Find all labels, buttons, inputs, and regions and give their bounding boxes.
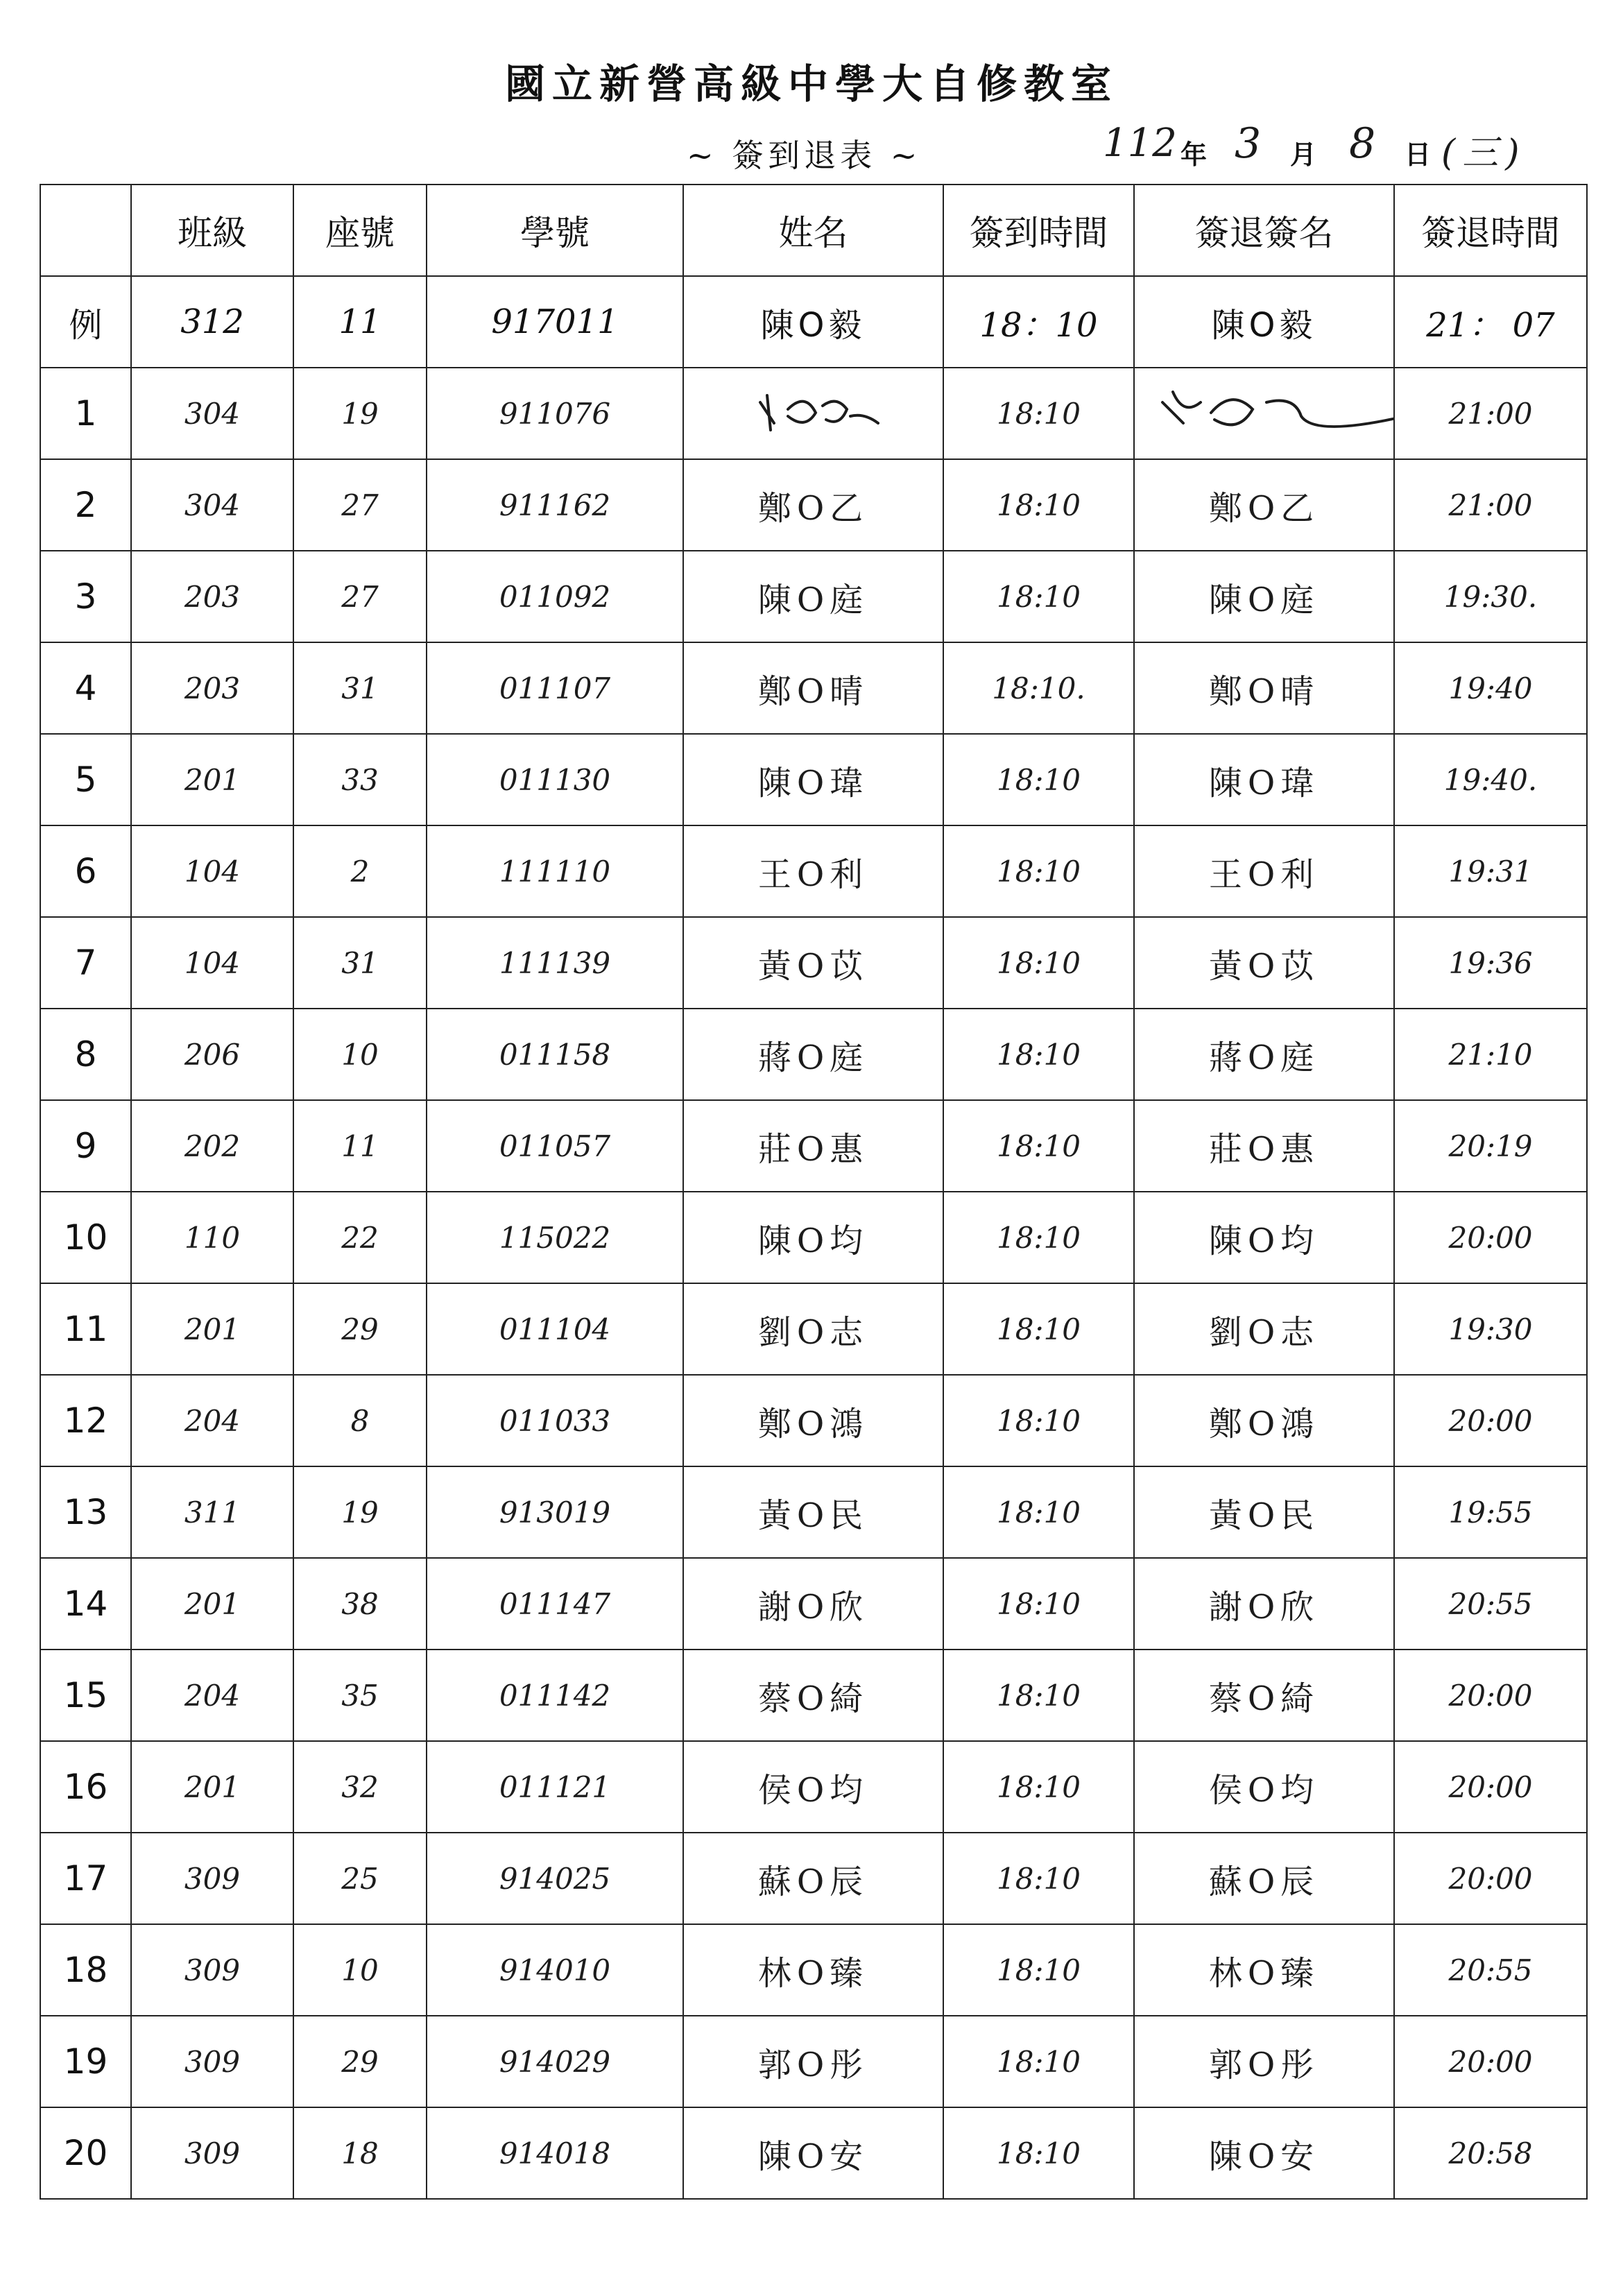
table-row [40,1009,1587,1100]
row-class: 104 [131,917,293,1009]
row-checkout-signature: 鄭O鴻 [1134,1375,1394,1466]
row-no: 20 [40,2107,131,2199]
header-class: 班級 [131,185,293,276]
row-no: 18 [40,1924,131,2016]
header-checkout-signature: 簽退簽名 [1134,185,1394,276]
row-name: 王O利 [683,825,943,917]
table-row [40,1558,1587,1650]
row-no: 2 [40,459,131,551]
row-checkout: 20:00 [1394,1650,1587,1741]
sign-in-table [40,184,1588,2200]
signature-scribble [684,375,943,444]
row-student-id: 011092 [427,551,683,642]
row-checkin: 18:10 [943,2016,1134,2107]
date-day-label: 日 [1405,139,1432,170]
row-no: 19 [40,2016,131,2107]
row-class: 203 [131,642,293,734]
table-row [40,368,1587,459]
row-student-id: 011147 [427,1558,683,1650]
date-day: 8 [1349,119,1376,168]
row-checkout: 20:55 [1394,1924,1587,2016]
row-student-id: 914010 [427,1924,683,2016]
header-checkin-time: 簽到時間 [943,185,1134,276]
table-row [40,1466,1587,1558]
row-class: 104 [131,825,293,917]
row-seat: 29 [293,1283,427,1375]
row-seat: 19 [293,1466,427,1558]
date-weekday: (三) [1441,132,1527,174]
row-name [683,368,943,459]
row-name: 陳O庭 [683,551,943,642]
row-class: 304 [131,459,293,551]
row-checkin: 18:10 [943,1100,1134,1192]
row-checkin: 18:10 [943,1924,1134,2016]
row-no: 6 [40,825,131,917]
row-seat: 2 [293,825,427,917]
row-class: 309 [131,2016,293,2107]
example-seat: 11 [293,276,427,368]
table-row [40,1833,1587,1924]
row-student-id: 011158 [427,1009,683,1100]
row-seat: 11 [293,1100,427,1192]
row-no: 13 [40,1466,131,1558]
row-seat: 25 [293,1833,427,1924]
table-row [40,1924,1587,2016]
row-checkout: 20:00 [1394,2016,1587,2107]
row-checkout-signature: 陳O均 [1134,1192,1394,1283]
row-checkout: 19:40 [1394,642,1587,734]
form-title: 國立新營高級中學大自修教室 [504,60,1118,108]
signature-scribble [1135,375,1394,444]
row-class: 204 [131,1650,293,1741]
row-no: 8 [40,1009,131,1100]
example-checkout-signature: 陳O毅 [1134,276,1394,368]
row-student-id: 911076 [427,368,683,459]
row-no: 9 [40,1100,131,1192]
header-student-id: 學號 [427,185,683,276]
row-checkout-signature: 陳O瑋 [1134,734,1394,825]
row-seat: 27 [293,551,427,642]
row-checkout: 20:58 [1394,2107,1587,2199]
row-checkin: 18:10 [943,551,1134,642]
row-checkout: 20:19 [1394,1100,1587,1192]
row-checkout-signature: 蔡O綺 [1134,1650,1394,1741]
date-month: 3 [1235,119,1262,168]
row-class: 203 [131,551,293,642]
row-no: 7 [40,917,131,1009]
row-no: 15 [40,1650,131,1741]
row-checkin: 18:10 [943,734,1134,825]
row-checkout-signature: 蔣O庭 [1134,1009,1394,1100]
row-checkout: 21:10 [1394,1009,1587,1100]
header-name: 姓名 [683,185,943,276]
row-name: 黃O苡 [683,917,943,1009]
row-checkout: 20:55 [1394,1558,1587,1650]
row-checkout-signature: 陳O庭 [1134,551,1394,642]
row-name: 黃O民 [683,1466,943,1558]
example-row [40,276,1587,368]
row-seat: 18 [293,2107,427,2199]
row-checkout-signature: 謝O欣 [1134,1558,1394,1650]
row-name: 劉O志 [683,1283,943,1375]
row-student-id: 913019 [427,1466,683,1558]
row-checkin: 18:10 [943,2107,1134,2199]
row-class: 201 [131,1283,293,1375]
row-checkout: 21:00 [1394,368,1587,459]
row-checkout-signature: 王O利 [1134,825,1394,917]
row-checkin: 18:10 [943,1558,1134,1650]
row-student-id: 911162 [427,459,683,551]
header-checkout-time: 簽退時間 [1394,185,1587,276]
row-student-id: 011130 [427,734,683,825]
row-no: 16 [40,1741,131,1833]
row-no: 10 [40,1192,131,1283]
row-checkout: 19:31 [1394,825,1587,917]
row-checkout: 19:30. [1394,551,1587,642]
row-name: 蔣O庭 [683,1009,943,1100]
example-name: 陳O毅 [683,276,943,368]
date-year: 112 [1103,121,1177,166]
row-name: 鄭O晴 [683,642,943,734]
table-row [40,459,1587,551]
row-seat: 31 [293,642,427,734]
row-seat: 19 [293,368,427,459]
row-no: 3 [40,551,131,642]
row-name: 陳O瑋 [683,734,943,825]
row-student-id: 914029 [427,2016,683,2107]
row-no: 11 [40,1283,131,1375]
table-row [40,1741,1587,1833]
example-checkout: 21： 07 [1394,276,1587,368]
row-name: 鄭O乙 [683,459,943,551]
row-student-id: 111110 [427,825,683,917]
row-no: 4 [40,642,131,734]
row-seat: 8 [293,1375,427,1466]
row-name: 蔡O綺 [683,1650,943,1741]
table-row [40,551,1587,642]
row-checkout: 19:36 [1394,917,1587,1009]
row-student-id: 011057 [427,1100,683,1192]
date-line [1103,119,1574,175]
row-name: 蘇O辰 [683,1833,943,1924]
row-checkout: 19:55 [1394,1466,1587,1558]
row-class: 304 [131,368,293,459]
date-year-label: 年 [1180,139,1208,170]
row-student-id: 111139 [427,917,683,1009]
row-name: 謝O欣 [683,1558,943,1650]
row-checkin: 18:10 [943,825,1134,917]
row-seat: 10 [293,1009,427,1100]
row-student-id: 914018 [427,2107,683,2199]
row-class: 201 [131,734,293,825]
table-row [40,642,1587,734]
row-seat: 38 [293,1558,427,1650]
row-checkout: 21:00 [1394,459,1587,551]
row-checkout-signature: 劉O志 [1134,1283,1394,1375]
row-checkin: 18:10 [943,1192,1134,1283]
row-student-id: 011107 [427,642,683,734]
row-student-id: 914025 [427,1833,683,1924]
row-seat: 10 [293,1924,427,2016]
example-student-id: 917011 [427,276,683,368]
example-checkin: 18：10 [943,276,1134,368]
row-checkin: 18:10 [943,1283,1134,1375]
row-checkout: 20:00 [1394,1741,1587,1833]
example-no: 例 [40,276,131,368]
row-student-id: 115022 [427,1192,683,1283]
example-class: 312 [131,276,293,368]
row-checkin: 18:10 [943,1466,1134,1558]
row-seat: 33 [293,734,427,825]
table-row [40,1650,1587,1741]
row-checkout-signature: 陳O安 [1134,2107,1394,2199]
row-class: 206 [131,1009,293,1100]
row-no: 14 [40,1558,131,1650]
row-checkin: 18:10 [943,1741,1134,1833]
row-class: 309 [131,2107,293,2199]
row-checkout: 20:00 [1394,1833,1587,1924]
row-checkout-signature: 黃O苡 [1134,917,1394,1009]
row-name: 陳O均 [683,1192,943,1283]
row-checkout-signature: 莊O惠 [1134,1100,1394,1192]
row-checkout: 19:40. [1394,734,1587,825]
row-checkin: 18:10 [943,917,1134,1009]
row-name: 鄭O鴻 [683,1375,943,1466]
row-checkin: 18:10 [943,1375,1134,1466]
row-checkin: 18:10 [943,459,1134,551]
row-student-id: 011142 [427,1650,683,1741]
row-class: 311 [131,1466,293,1558]
row-seat: 35 [293,1650,427,1741]
row-seat: 27 [293,459,427,551]
header-no [40,185,131,276]
row-class: 201 [131,1741,293,1833]
header-seat: 座號 [293,185,427,276]
row-checkout-signature: 蘇O辰 [1134,1833,1394,1924]
row-student-id: 011104 [427,1283,683,1375]
row-name: 郭O彤 [683,2016,943,2107]
row-no: 12 [40,1375,131,1466]
row-class: 202 [131,1100,293,1192]
row-student-id: 011121 [427,1741,683,1833]
row-checkout: 19:30 [1394,1283,1587,1375]
table-row [40,1192,1587,1283]
row-name: 陳O安 [683,2107,943,2199]
row-checkout: 20:00 [1394,1375,1587,1466]
table-row [40,2107,1587,2199]
row-class: 110 [131,1192,293,1283]
row-student-id: 011033 [427,1375,683,1466]
table-row [40,825,1587,917]
row-checkout-signature: 黃O民 [1134,1466,1394,1558]
table-row [40,1100,1587,1192]
row-name: 林O臻 [683,1924,943,2016]
row-checkin: 18:10 [943,1833,1134,1924]
row-seat: 29 [293,2016,427,2107]
table-row [40,1283,1587,1375]
row-seat: 22 [293,1192,427,1283]
row-name: 莊O惠 [683,1100,943,1192]
row-seat: 32 [293,1741,427,1833]
row-checkin: 18:10. [943,642,1134,734]
row-class: 309 [131,1924,293,2016]
row-checkout-signature: 鄭O乙 [1134,459,1394,551]
table-row [40,2016,1587,2107]
row-name: 侯O均 [683,1741,943,1833]
row-checkout-signature [1134,368,1394,459]
row-checkout: 20:00 [1394,1192,1587,1283]
row-class: 309 [131,1833,293,1924]
row-class: 204 [131,1375,293,1466]
table-row [40,917,1587,1009]
header-row [40,185,1587,276]
table-row [40,1375,1587,1466]
row-checkout-signature: 郭O彤 [1134,2016,1394,2107]
row-checkout-signature: 侯O均 [1134,1741,1394,1833]
row-checkin: 18:10 [943,1650,1134,1741]
row-checkin: 18:10 [943,1009,1134,1100]
row-seat: 31 [293,917,427,1009]
form-subtitle: ~ 簽到退表 ~ [687,137,922,174]
row-checkout-signature: 林O臻 [1134,1924,1394,2016]
row-class: 201 [131,1558,293,1650]
row-checkout-signature: 鄭O晴 [1134,642,1394,734]
row-checkin: 18:10 [943,368,1134,459]
row-no: 1 [40,368,131,459]
row-no: 5 [40,734,131,825]
date-month-label: 月 [1290,139,1317,170]
table-row [40,734,1587,825]
row-no: 17 [40,1833,131,1924]
